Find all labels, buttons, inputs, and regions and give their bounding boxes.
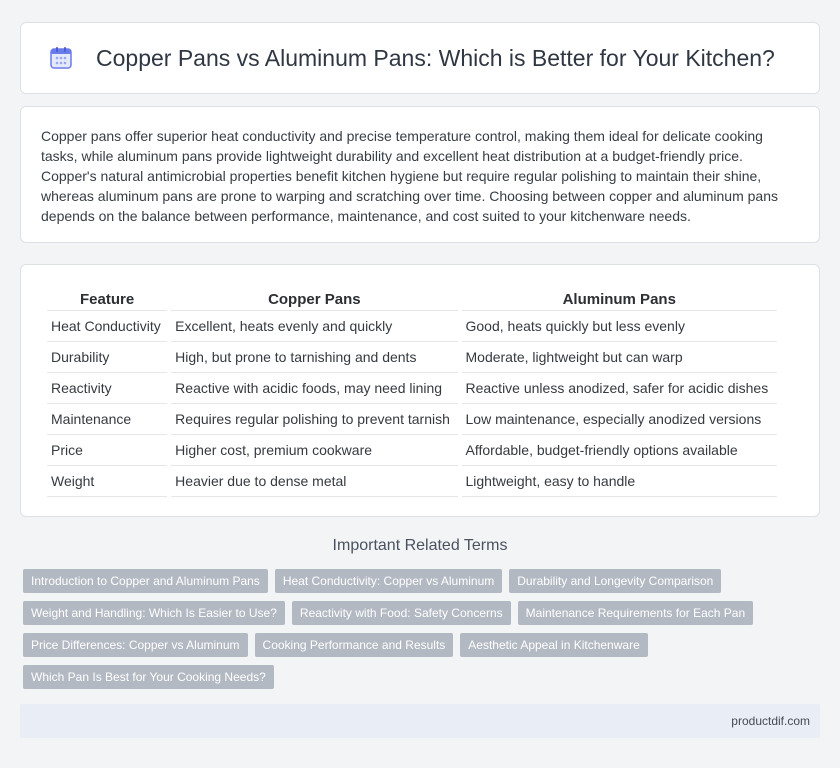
- comparison-table: [43, 285, 781, 497]
- cell-feature: Maintenance: [47, 404, 167, 435]
- cell-copper: High, but prone to tarnishing and dents: [171, 342, 457, 373]
- intro-paragraph: Copper pans offer superior heat conductivity and precise temperature control, making them ideal for delicate cooking tasks, while aluminum pans provide lightweight durability and excellent heat distribution at a budget-friendly price. Copper's natural antimicrobial properties benefit kitchen hygiene but require regular polishing to maintain their shine, whereas aluminum pans are prone to warping and scratching over time. Choosing between copper and aluminum pans depends on the balance between performance, maintenance, and cost suited to your kitchenware needs.: [41, 128, 778, 224]
- header-copper-pans: Copper Pans: [171, 285, 457, 311]
- cell-feature: Heat Conductivity: [47, 311, 167, 342]
- table-row: [47, 373, 777, 404]
- cell-copper: Requires regular polishing to prevent tarnish: [171, 404, 457, 435]
- cell-copper: Excellent, heats evenly and quickly: [171, 311, 457, 342]
- table-header-row: [47, 285, 777, 311]
- related-tag[interactable]: Durability and Longevity Comparison: [509, 569, 721, 593]
- related-tag[interactable]: Introduction to Copper and Aluminum Pans: [23, 569, 268, 593]
- related-tag[interactable]: Maintenance Requirements for Each Pan: [518, 601, 753, 625]
- related-tag[interactable]: Which Pan Is Best for Your Cooking Needs?: [23, 665, 274, 689]
- cell-aluminum: Low maintenance, especially anodized versions: [462, 404, 778, 435]
- footer: [20, 704, 820, 738]
- cell-feature: Price: [47, 435, 167, 466]
- related-tag[interactable]: Weight and Handling: Which Is Easier to Use?: [23, 601, 285, 625]
- cell-aluminum: Good, heats quickly but less evenly: [462, 311, 778, 342]
- page-title: Copper Pans vs Aluminum Pans: Which is Better for Your Kitchen?: [96, 44, 775, 71]
- cell-copper: Higher cost, premium cookware: [171, 435, 457, 466]
- cell-aluminum: Moderate, lightweight but can warp: [462, 342, 778, 373]
- related-tag[interactable]: Price Differences: Copper vs Aluminum: [23, 633, 248, 657]
- cell-aluminum: Reactive unless anodized, safer for acidic dishes: [462, 373, 778, 404]
- related-tag[interactable]: Heat Conductivity: Copper vs Aluminum: [275, 569, 502, 593]
- related-tag[interactable]: Reactivity with Food: Safety Concerns: [292, 601, 511, 625]
- related-terms-list: [23, 569, 803, 689]
- related-terms-heading: Important Related Terms: [332, 537, 508, 554]
- cell-aluminum: Affordable, budget-friendly options available: [462, 435, 778, 466]
- cell-feature: Durability: [47, 342, 167, 373]
- related-tag[interactable]: Aesthetic Appeal in Kitchenware: [460, 633, 647, 657]
- intro-card: [20, 106, 820, 243]
- cell-feature: Weight: [47, 466, 167, 497]
- header-feature: Feature: [47, 285, 167, 311]
- table-row: [47, 404, 777, 435]
- cell-copper: Heavier due to dense metal: [171, 466, 457, 497]
- cell-feature: Reactivity: [47, 373, 167, 404]
- table-row: [47, 466, 777, 497]
- table-row: [47, 435, 777, 466]
- header-aluminum-pans: Aluminum Pans: [462, 285, 778, 311]
- comparison-table-card: [20, 264, 820, 517]
- related-tag[interactable]: Cooking Performance and Results: [255, 633, 454, 657]
- header-card: [20, 22, 820, 94]
- cell-copper: Reactive with acidic foods, may need lining: [171, 373, 457, 404]
- table-row: [47, 311, 777, 342]
- calendar-icon: [48, 45, 74, 71]
- cell-aluminum: Lightweight, easy to handle: [462, 466, 778, 497]
- footer-site-link[interactable]: productdif.com: [731, 714, 810, 728]
- table-row: [47, 342, 777, 373]
